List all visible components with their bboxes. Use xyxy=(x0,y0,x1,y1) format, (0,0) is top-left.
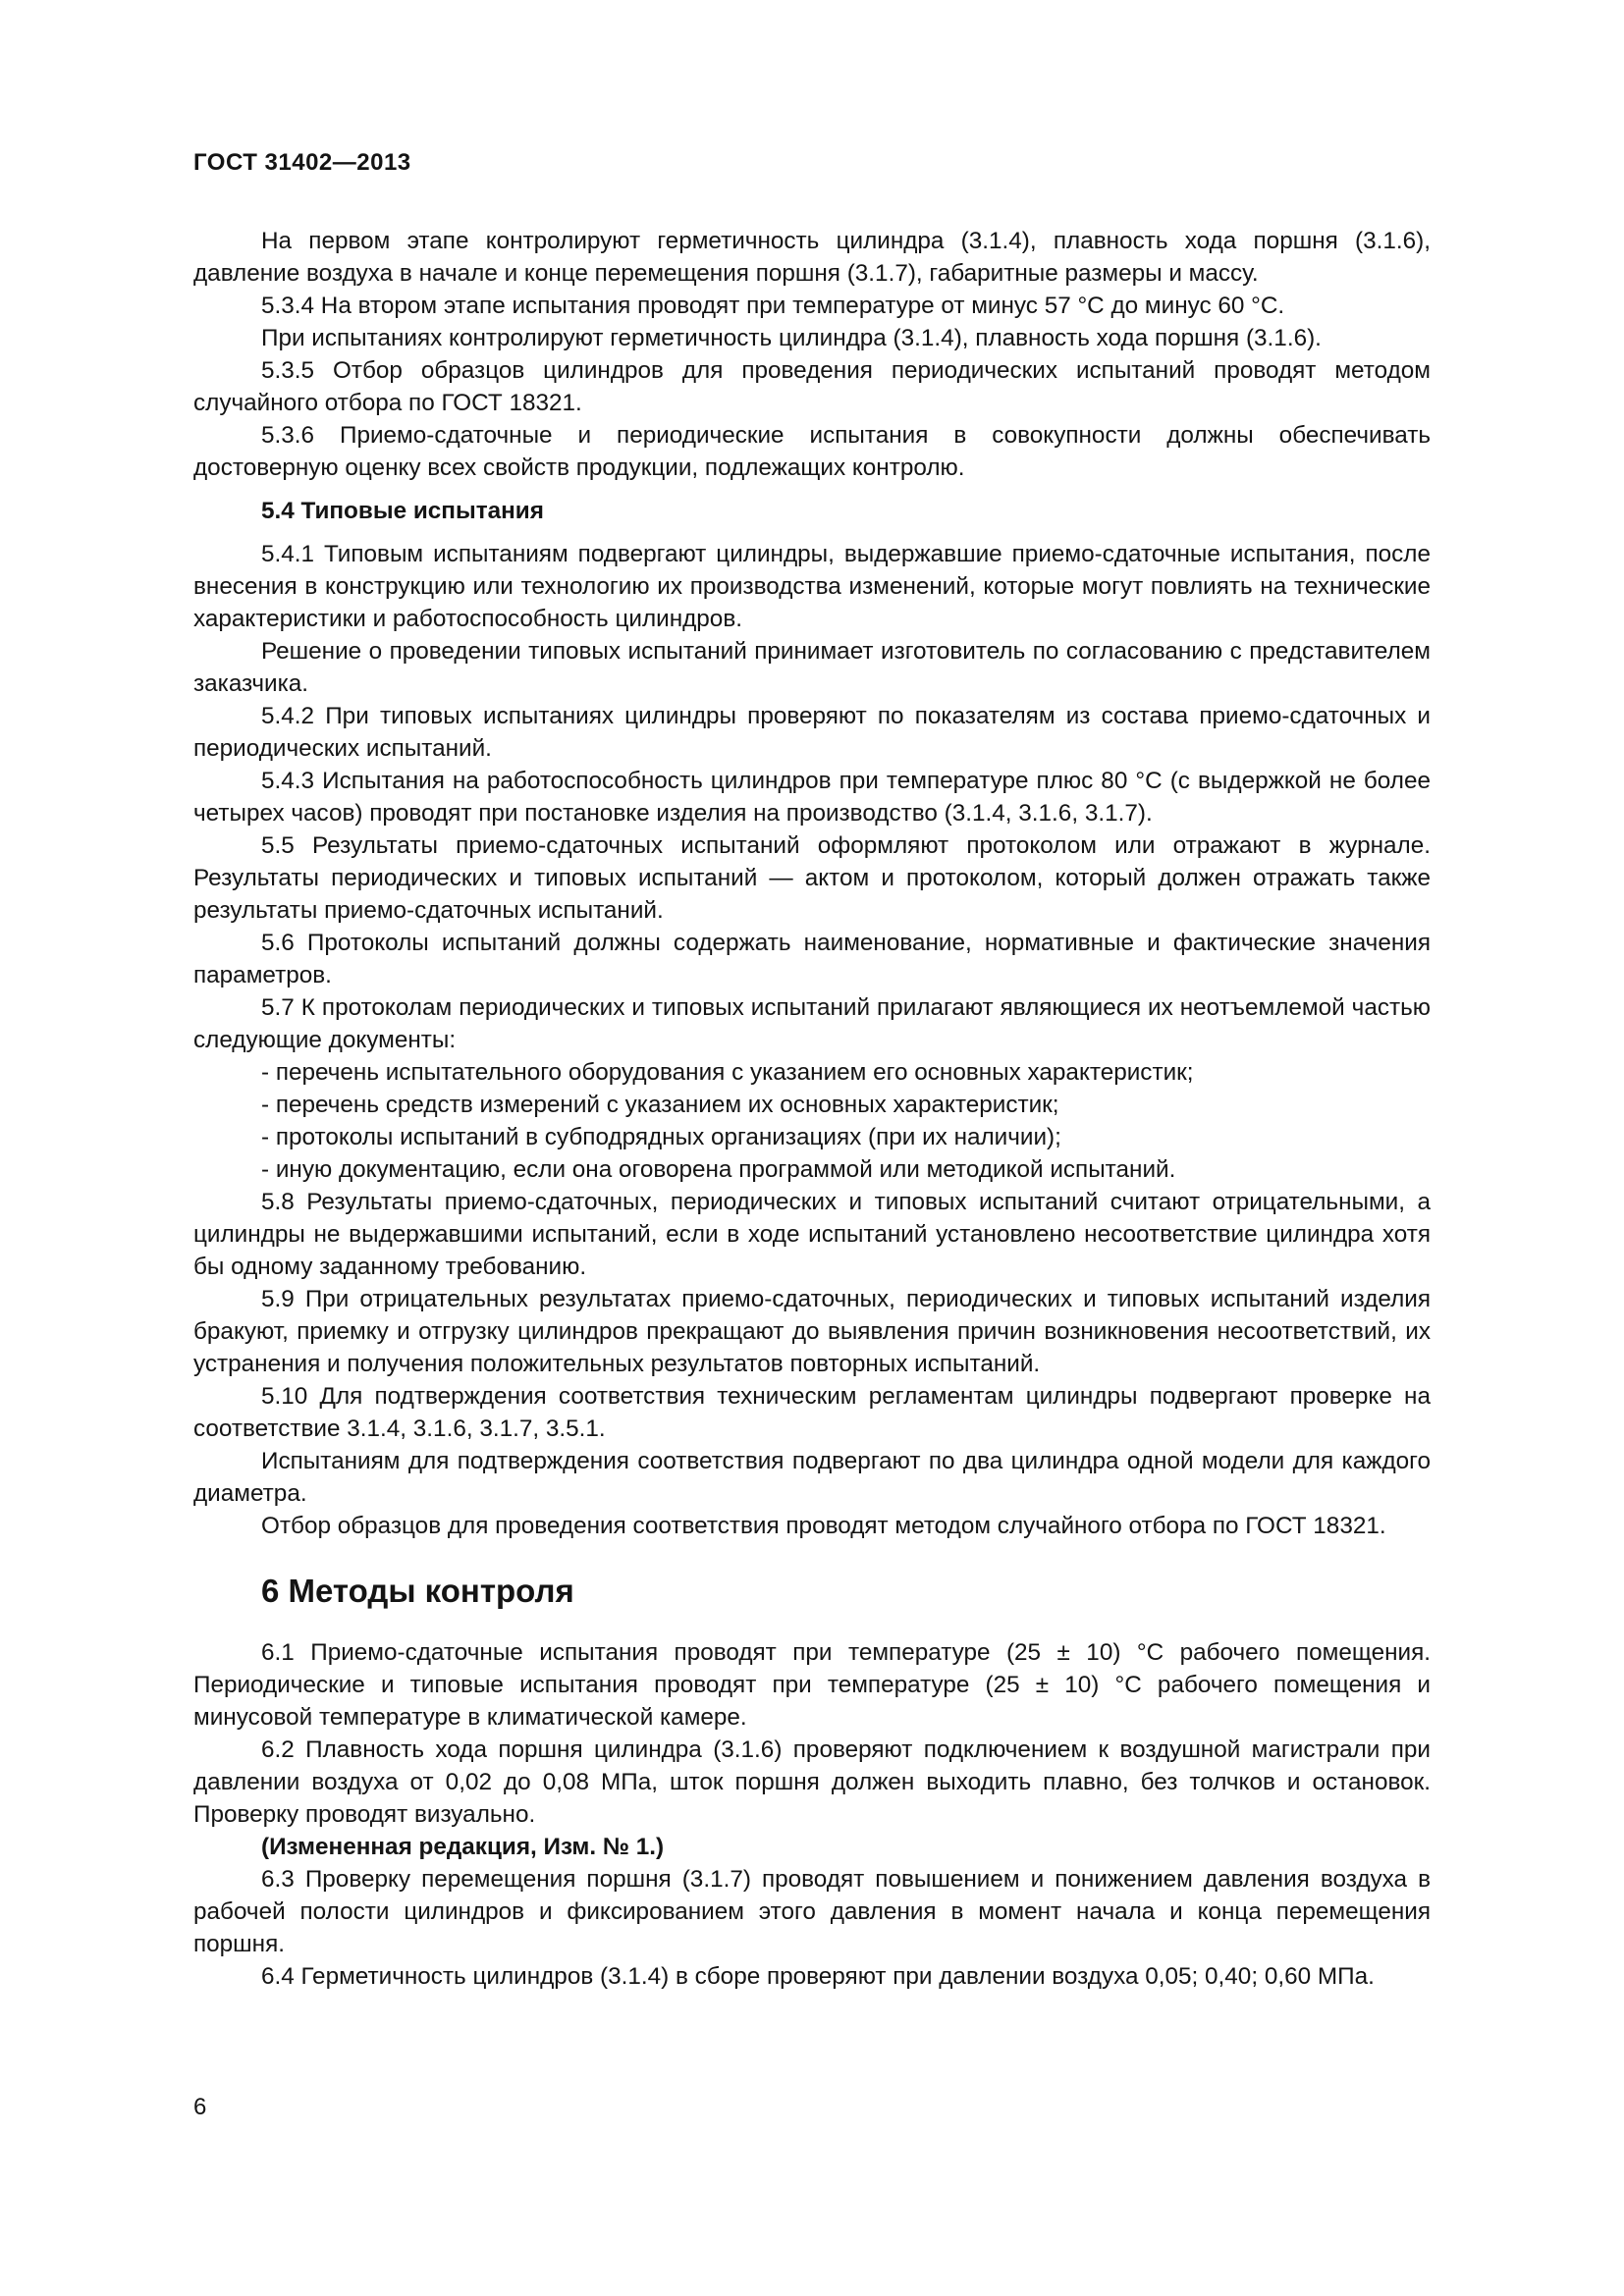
list-item: - перечень средств измерений с указанием их основных характеристик; xyxy=(261,1092,1059,1118)
paragraph: 6.2 Плавность хода поршня цилиндра (3.1.6) проверяют подключением к воздушной магистрали при давлении воздуха от 0,02 до 0,08 МПа, шток поршня должен выходить плавно, без толчков и остановок. Проверку проводят визуально. xyxy=(193,1736,1431,1828)
paragraph: 5.5 Результаты приемо-сдаточных испытаний оформляют протоколом или отражают в журнале. Результаты периодических и типовых испытаний — актом и протоколом, который должен отражать также результаты приемо-сдаточных испытаний. xyxy=(193,832,1431,924)
paragraph: 5.3.5 Отбор образцов цилиндров для проведения периодических испытаний проводят методом случайного отбора по ГОСТ 18321. xyxy=(193,357,1431,416)
paragraph: 5.10 Для подтверждения соответствия техническим регламентам цилиндры подвергают проверке на соответствие 3.1.4, 3.1.6, 3.1.7, 3.5.1. xyxy=(193,1383,1431,1442)
paragraph: На первом этапе контролируют герметичность цилиндра (3.1.4), плавность хода поршня (3.1.6), давление воздуха в начале и конце перемещения поршня (3.1.7), габаритные размеры и массу. xyxy=(193,228,1431,287)
paragraph: 5.9 При отрицательных результатах приемо-сдаточных, периодических и типовых испытаний изделия бракуют, приемку и отгрузку цилиндров прекращают до выявления причин возникновения несоответствий, их устранения и получения положительных результатов повторных испытаний. xyxy=(193,1286,1431,1377)
paragraph: 5.7 К протоколам периодических и типовых испытаний прилагают являющиеся их неотъемлемой частью следующие документы: xyxy=(193,994,1431,1053)
paragraph: 5.3.4 На втором этапе испытания проводят при температуре от минус 57 °С до минус 60 °С. xyxy=(261,293,1285,319)
paragraph: 5.3.6 Приемо-сдаточные и периодические испытания в совокупности должны обеспечивать достоверную оценку всех свойств продукции, подлежащих контролю. xyxy=(193,422,1431,481)
amendment-note: (Измененная редакция, Изм. № 1.) xyxy=(261,1834,665,1860)
paragraph: Отбор образцов для проведения соответствия проводят методом случайного отбора по ГОСТ 18321. xyxy=(261,1513,1386,1539)
paragraph: 5.4.2 При типовых испытаниях цилиндры проверяют по показателям из состава приемо-сдаточных и периодических испытаний. xyxy=(193,703,1431,762)
paragraph: 5.4.3 Испытания на работоспособность цилиндров при температуре плюс 80 °С (с выдержкой не более четырех часов) проводят при постановке изделия на производство (3.1.4, 3.1.6, 3.1.7). xyxy=(193,768,1431,827)
list-item: - протоколы испытаний в субподрядных организациях (при их наличии); xyxy=(261,1124,1061,1150)
paragraph: 6.1 Приемо-сдаточные испытания проводят при температуре (25 ± 10) °С рабочего помещения. Периодические и типовые испытания проводят при температуре (25 ± 10) °С рабочего помещения и минусовой температуре в климатической камере. xyxy=(193,1639,1431,1731)
section-heading-6: 6 Методы контроля xyxy=(261,1573,574,1609)
paragraph: 6.3 Проверку перемещения поршня (3.1.7) проводят повышением и понижением давления воздуха в рабочей полости цилиндров и фиксированием этого давления в момент начала и конца перемещения поршня. xyxy=(193,1866,1431,1957)
paragraph: 5.8 Результаты приемо-сдаточных, периодических и типовых испытаний считают отрицательными, а цилиндры не выдержавшими испытаний, если в ходе испытаний установлено несоответствие цилиндра хотя бы одному заданному требованию. xyxy=(193,1189,1431,1280)
document-body xyxy=(193,225,1431,1993)
paragraph: 5.4.1 Типовым испытаниям подвергают цилиндры, выдержавшие приемо-сдаточные испытания, после внесения в конструкцию или технологию их производства изменений, которые могут повлиять на технические характеристики и работоспособность цилиндров. xyxy=(193,541,1431,632)
paragraph: При испытаниях контролируют герметичность цилиндра (3.1.4), плавность хода поршня (3.1.6). xyxy=(261,325,1322,351)
paragraph: 6.4 Герметичность цилиндров (3.1.4) в сборе проверяют при давлении воздуха 0,05; 0,40; 0,60 МПа. xyxy=(261,1963,1375,1990)
paragraph: Испытаниям для подтверждения соответствия подвергают по два цилиндра одной модели для каждого диаметра. xyxy=(193,1448,1431,1507)
page-number: 6 xyxy=(193,2094,207,2120)
paragraph: Решение о проведении типовых испытаний принимает изготовитель по согласованию с представителем заказчика. xyxy=(193,638,1431,697)
list-item: - иную документацию, если она оговорена программой или методикой испытаний. xyxy=(261,1156,1176,1183)
paragraph: 5.6 Протоколы испытаний должны содержать наименование, нормативные и фактические значения параметров. xyxy=(193,930,1431,988)
document-header: ГОСТ 31402—2013 xyxy=(193,149,411,176)
list-item: - перечень испытательного оборудования с указанием его основных характеристик; xyxy=(261,1059,1194,1086)
section-heading-5-4: 5.4 Типовые испытания xyxy=(261,498,544,524)
